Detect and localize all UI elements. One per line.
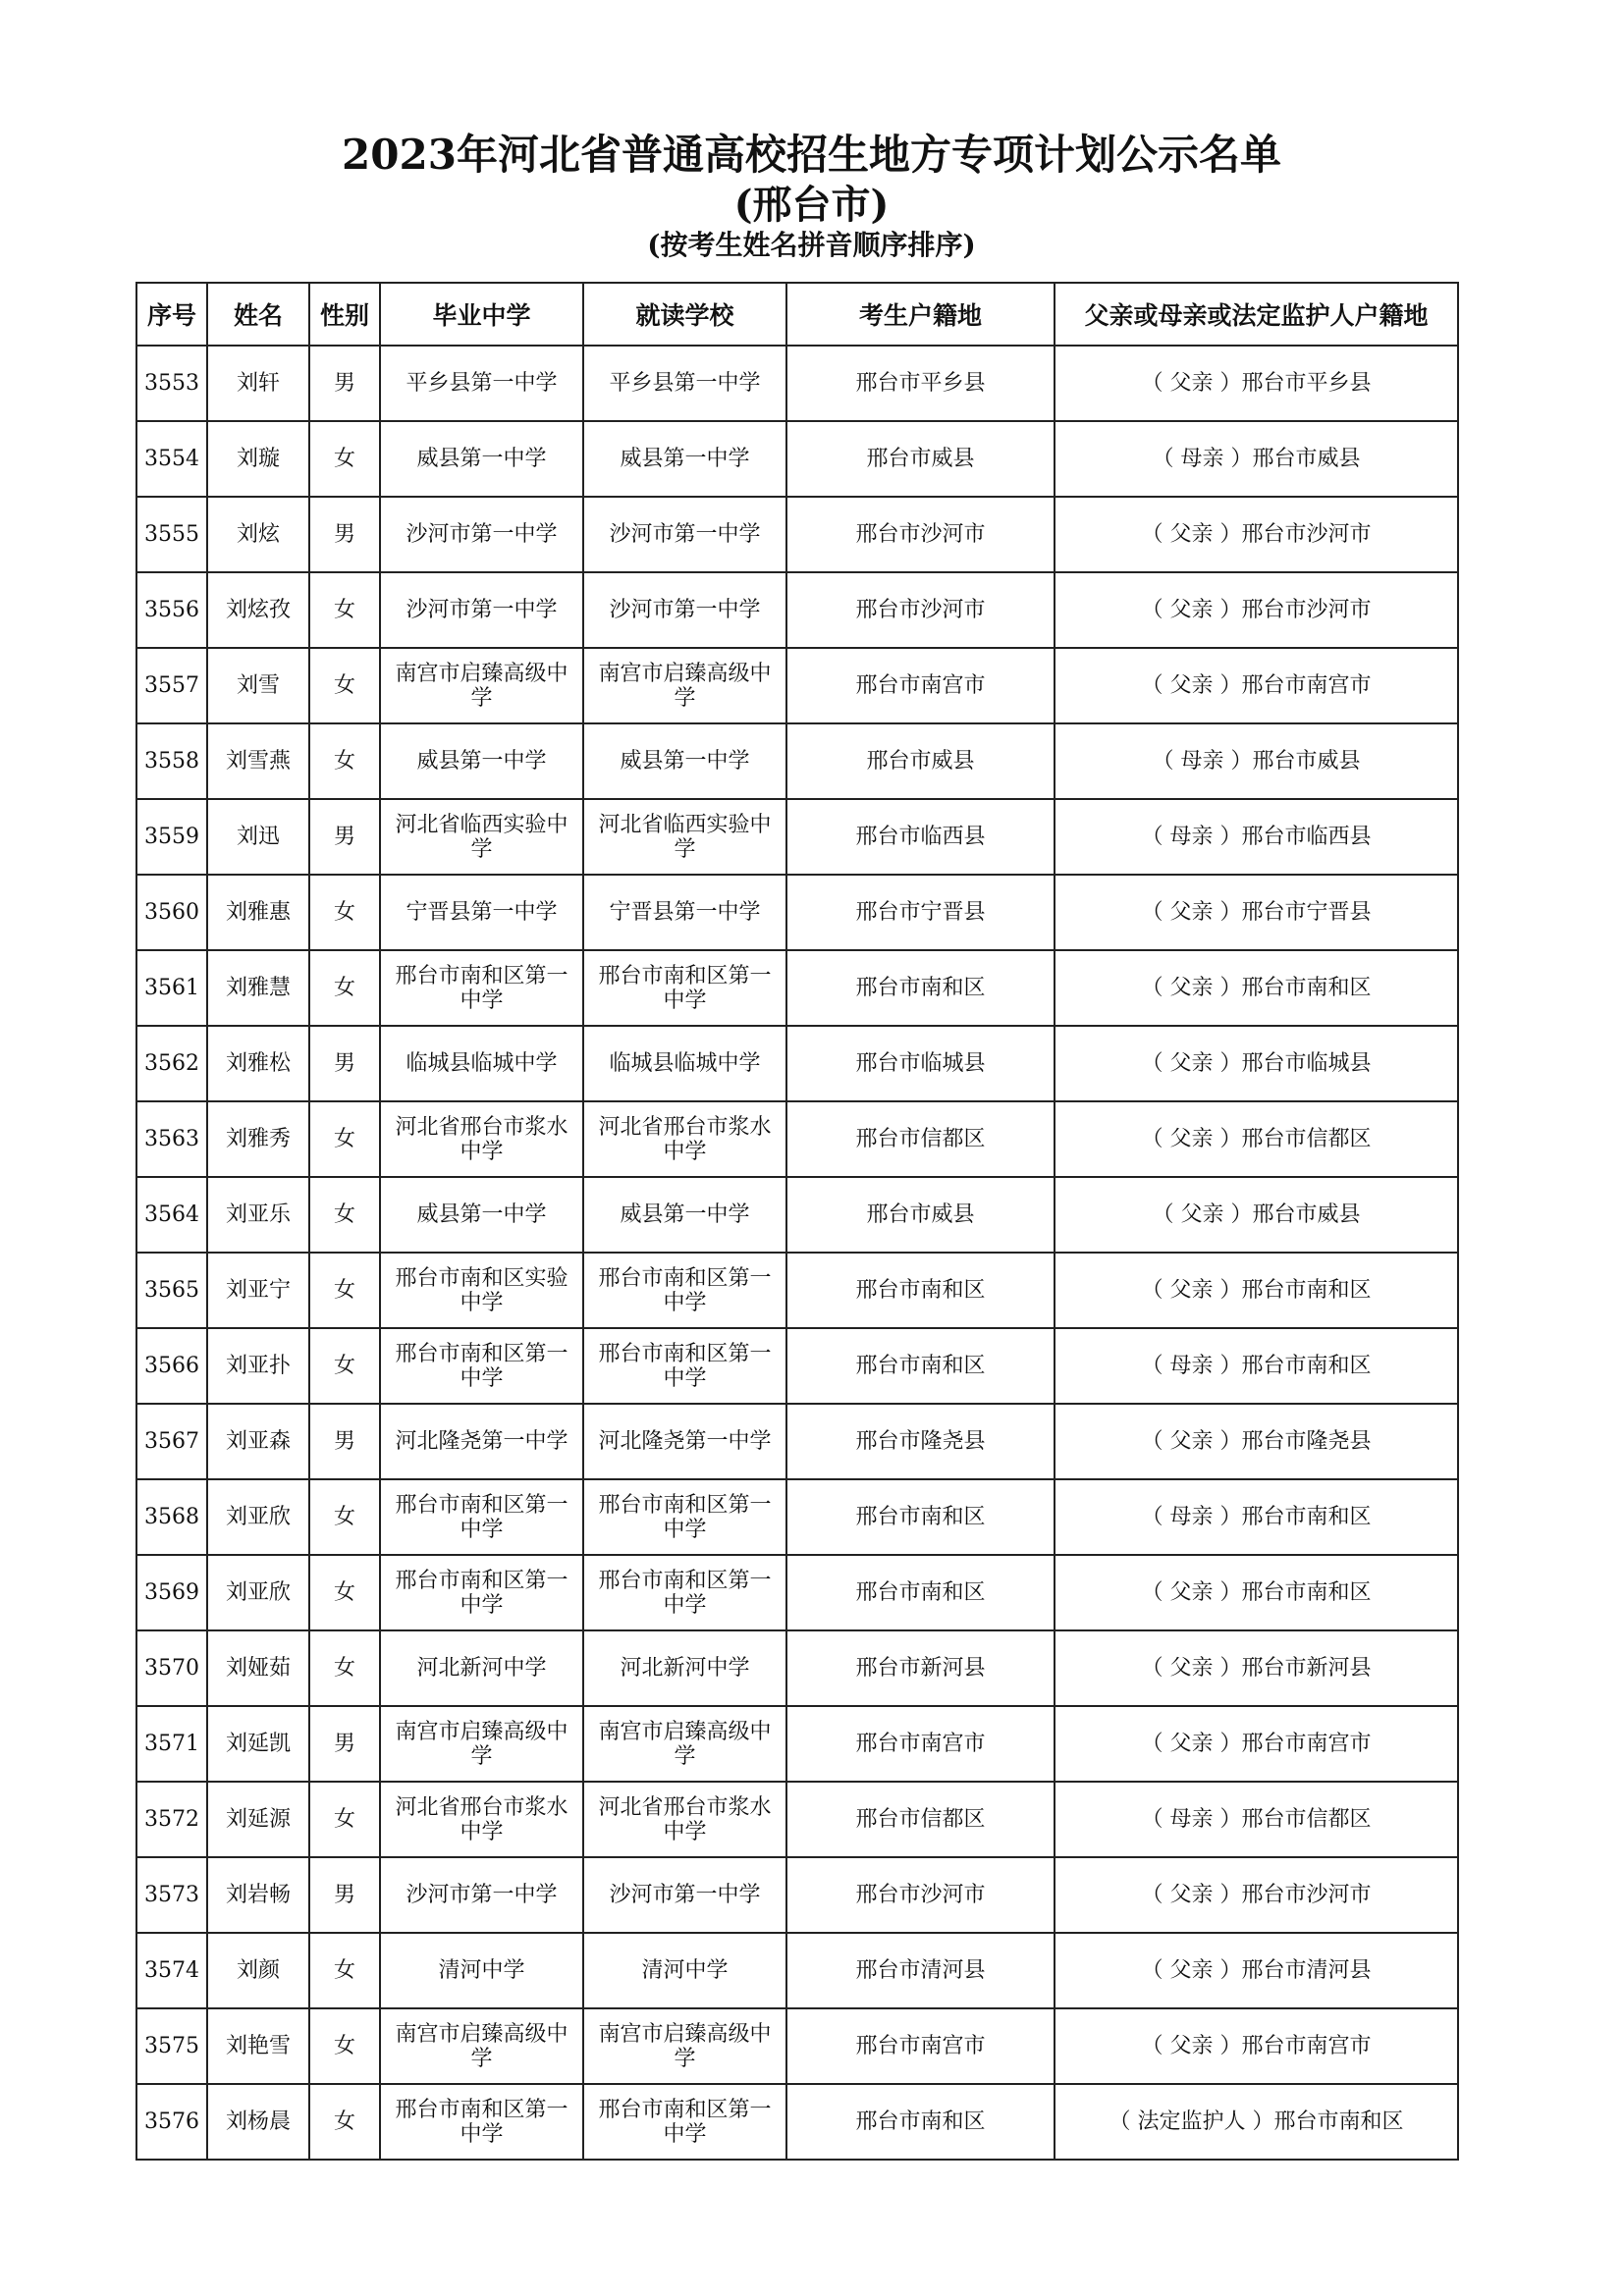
name-cell: 刘延凯 [207,1706,309,1782]
household-cell: 邢台市宁晋县 [786,875,1055,950]
current-school-cell: 沙河市第一中学 [583,1857,786,1933]
gender-cell: 女 [309,950,380,1026]
name-cell: 刘雪燕 [207,723,309,799]
parent-household-cell: （ 父亲 ）邢台市沙河市 [1055,572,1458,648]
current-school-cell: 威县第一中学 [583,421,786,497]
name-cell: 刘炫孜 [207,572,309,648]
current-school-cell: 河北省邢台市浆水中学 [583,1101,786,1177]
household-cell: 邢台市清河县 [786,1933,1055,2008]
seq-cell: 3559 [136,799,207,875]
roster-table [135,282,1459,2161]
seq-cell: 3568 [136,1479,207,1555]
seq-cell: 3573 [136,1857,207,1933]
current-school-cell: 邢台市南和区第一中学 [583,1253,786,1328]
gender-cell: 男 [309,1404,380,1479]
name-cell: 刘雅松 [207,1026,309,1101]
current-school-cell: 威县第一中学 [583,723,786,799]
parent-household-cell: （ 法定监护人 ）邢台市南和区 [1055,2084,1458,2160]
household-cell: 邢台市沙河市 [786,1857,1055,1933]
table-row [136,1555,1458,1630]
header-seq: 序号 [136,283,207,346]
seq-cell: 3554 [136,421,207,497]
table-row [136,1933,1458,2008]
seq-cell: 3556 [136,572,207,648]
current-school-cell: 邢台市南和区第一中学 [583,1555,786,1630]
parent-household-cell: （ 父亲 ）邢台市清河县 [1055,1933,1458,2008]
table-row [136,1630,1458,1706]
gender-cell: 女 [309,1782,380,1857]
parent-household-cell: （ 父亲 ）邢台市沙河市 [1055,1857,1458,1933]
parent-household-cell: （ 父亲 ）邢台市威县 [1055,1177,1458,1253]
seq-cell: 3555 [136,497,207,572]
table-row [136,950,1458,1026]
parent-household-cell: （ 父亲 ）邢台市南和区 [1055,1253,1458,1328]
grad-school-cell: 邢台市南和区实验中学 [380,1253,583,1328]
header-gender: 性别 [309,283,380,346]
current-school-cell: 邢台市南和区第一中学 [583,950,786,1026]
parent-household-cell: （ 父亲 ）邢台市新河县 [1055,1630,1458,1706]
grad-school-cell: 威县第一中学 [380,1177,583,1253]
table-row [136,799,1458,875]
household-cell: 邢台市平乡县 [786,346,1055,421]
grad-school-cell: 河北省邢台市浆水中学 [380,1782,583,1857]
table-row [136,1253,1458,1328]
gender-cell: 女 [309,1630,380,1706]
gender-cell: 女 [309,723,380,799]
name-cell: 刘雅惠 [207,875,309,950]
current-school-cell: 南宫市启臻高级中学 [583,2008,786,2084]
gender-cell: 女 [309,1328,380,1404]
table-row [136,421,1458,497]
parent-household-cell: （ 母亲 ）邢台市威县 [1055,723,1458,799]
header-grad-school: 毕业中学 [380,283,583,346]
seq-cell: 3562 [136,1026,207,1101]
gender-cell: 男 [309,1026,380,1101]
household-cell: 邢台市信都区 [786,1782,1055,1857]
table-body [136,346,1458,2160]
current-school-cell: 南宫市启臻高级中学 [583,1706,786,1782]
grad-school-cell: 威县第一中学 [380,421,583,497]
table-row [136,572,1458,648]
grad-school-cell: 河北新河中学 [380,1630,583,1706]
gender-cell: 男 [309,1857,380,1933]
current-school-cell: 清河中学 [583,1933,786,2008]
parent-household-cell: （ 父亲 ）邢台市临城县 [1055,1026,1458,1101]
gender-cell: 女 [309,421,380,497]
gender-cell: 女 [309,648,380,723]
current-school-cell: 邢台市南和区第一中学 [583,1479,786,1555]
gender-cell: 女 [309,1555,380,1630]
gender-cell: 女 [309,1101,380,1177]
header-name: 姓名 [207,283,309,346]
household-cell: 邢台市南和区 [786,1555,1055,1630]
household-cell: 邢台市沙河市 [786,497,1055,572]
gender-cell: 女 [309,1479,380,1555]
seq-cell: 3563 [136,1101,207,1177]
grad-school-cell: 南宫市启臻高级中学 [380,2008,583,2084]
gender-cell: 女 [309,2084,380,2160]
current-school-cell: 邢台市南和区第一中学 [583,1328,786,1404]
seq-cell: 3567 [136,1404,207,1479]
grad-school-cell: 沙河市第一中学 [380,572,583,648]
document-title: 2023年河北省普通高校招生地方专项计划公示名单 [342,131,1281,179]
seq-cell: 3570 [136,1630,207,1706]
parent-household-cell: （ 母亲 ）邢台市威县 [1055,421,1458,497]
gender-cell: 女 [309,1253,380,1328]
grad-school-cell: 南宫市启臻高级中学 [380,648,583,723]
parent-household-cell: （ 母亲 ）邢台市南和区 [1055,1328,1458,1404]
grad-school-cell: 平乡县第一中学 [380,346,583,421]
seq-cell: 3558 [136,723,207,799]
name-cell: 刘雪 [207,648,309,723]
seq-cell: 3564 [136,1177,207,1253]
gender-cell: 男 [309,1706,380,1782]
grad-school-cell: 邢台市南和区第一中学 [380,2084,583,2160]
name-cell: 刘璇 [207,421,309,497]
parent-household-cell: （ 父亲 ）邢台市宁晋县 [1055,875,1458,950]
parent-household-cell: （ 父亲 ）邢台市沙河市 [1055,497,1458,572]
table-row [136,346,1458,421]
name-cell: 刘亚宁 [207,1253,309,1328]
parent-household-cell: （ 母亲 ）邢台市信都区 [1055,1782,1458,1857]
name-cell: 刘娅茹 [207,1630,309,1706]
table-row [136,2084,1458,2160]
grad-school-cell: 宁晋县第一中学 [380,875,583,950]
name-cell: 刘艳雪 [207,2008,309,2084]
name-cell: 刘亚扑 [207,1328,309,1404]
seq-cell: 3569 [136,1555,207,1630]
household-cell: 邢台市临城县 [786,1026,1055,1101]
name-cell: 刘雅秀 [207,1101,309,1177]
parent-household-cell: （ 父亲 ）邢台市南宫市 [1055,2008,1458,2084]
gender-cell: 女 [309,1933,380,2008]
table-row [136,1328,1458,1404]
seq-cell: 3572 [136,1782,207,1857]
name-cell: 刘杨晨 [207,2084,309,2160]
document-subtitle: (邢台市) [733,182,890,228]
grad-school-cell: 邢台市南和区第一中学 [380,1555,583,1630]
household-cell: 邢台市威县 [786,421,1055,497]
table-row [136,1706,1458,1782]
seq-cell: 3574 [136,1933,207,2008]
grad-school-cell: 河北隆尧第一中学 [380,1404,583,1479]
name-cell: 刘亚森 [207,1404,309,1479]
current-school-cell: 临城县临城中学 [583,1026,786,1101]
table-header-row [136,283,1458,346]
household-cell: 邢台市沙河市 [786,572,1055,648]
parent-household-cell: （ 父亲 ）邢台市南宫市 [1055,648,1458,723]
parent-household-cell: （ 母亲 ）邢台市临西县 [1055,799,1458,875]
name-cell: 刘雅慧 [207,950,309,1026]
household-cell: 邢台市南和区 [786,2084,1055,2160]
seq-cell: 3553 [136,346,207,421]
table-row [136,875,1458,950]
parent-household-cell: （ 父亲 ）邢台市南和区 [1055,950,1458,1026]
table-row [136,497,1458,572]
grad-school-cell: 南宫市启臻高级中学 [380,1706,583,1782]
current-school-cell: 河北省邢台市浆水中学 [583,1782,786,1857]
household-cell: 邢台市威县 [786,1177,1055,1253]
current-school-cell: 南宫市启臻高级中学 [583,648,786,723]
household-cell: 邢台市信都区 [786,1101,1055,1177]
gender-cell: 女 [309,2008,380,2084]
seq-cell: 3565 [136,1253,207,1328]
parent-household-cell: （ 母亲 ）邢台市南和区 [1055,1479,1458,1555]
grad-school-cell: 邢台市南和区第一中学 [380,950,583,1026]
grad-school-cell: 河北省邢台市浆水中学 [380,1101,583,1177]
household-cell: 邢台市隆尧县 [786,1404,1055,1479]
current-school-cell: 宁晋县第一中学 [583,875,786,950]
current-school-cell: 威县第一中学 [583,1177,786,1253]
grad-school-cell: 威县第一中学 [380,723,583,799]
current-school-cell: 沙河市第一中学 [583,572,786,648]
header-household: 考生户籍地 [786,283,1055,346]
current-school-cell: 邢台市南和区第一中学 [583,2084,786,2160]
household-cell: 邢台市南宫市 [786,1706,1055,1782]
seq-cell: 3571 [136,1706,207,1782]
name-cell: 刘亚欣 [207,1479,309,1555]
table-row [136,723,1458,799]
current-school-cell: 河北隆尧第一中学 [583,1404,786,1479]
table-row [136,648,1458,723]
gender-cell: 男 [309,497,380,572]
name-cell: 刘颜 [207,1933,309,2008]
household-cell: 邢台市南和区 [786,1479,1055,1555]
parent-household-cell: （ 父亲 ）邢台市平乡县 [1055,346,1458,421]
household-cell: 邢台市南宫市 [786,648,1055,723]
table-row [136,2008,1458,2084]
seq-cell: 3576 [136,2084,207,2160]
seq-cell: 3566 [136,1328,207,1404]
seq-cell: 3575 [136,2008,207,2084]
household-cell: 邢台市威县 [786,723,1055,799]
gender-cell: 男 [309,799,380,875]
table-row [136,1177,1458,1253]
current-school-cell: 河北省临西实验中学 [583,799,786,875]
header-parent-household: 父亲或母亲或法定监护人户籍地 [1055,283,1458,346]
grad-school-cell: 清河中学 [380,1933,583,2008]
table-row [136,1026,1458,1101]
current-school-cell: 平乡县第一中学 [583,346,786,421]
parent-household-cell: （ 父亲 ）邢台市隆尧县 [1055,1404,1458,1479]
name-cell: 刘亚乐 [207,1177,309,1253]
grad-school-cell: 邢台市南和区第一中学 [380,1328,583,1404]
parent-household-cell: （ 父亲 ）邢台市信都区 [1055,1101,1458,1177]
name-cell: 刘迅 [207,799,309,875]
table-row [136,1479,1458,1555]
seq-cell: 3561 [136,950,207,1026]
table-row [136,1857,1458,1933]
gender-cell: 女 [309,1177,380,1253]
household-cell: 邢台市新河县 [786,1630,1055,1706]
name-cell: 刘亚欣 [207,1555,309,1630]
current-school-cell: 沙河市第一中学 [583,497,786,572]
grad-school-cell: 临城县临城中学 [380,1026,583,1101]
seq-cell: 3557 [136,648,207,723]
seq-cell: 3560 [136,875,207,950]
table-row [136,1101,1458,1177]
sort-note: (按考生姓名拼音顺序排序) [647,229,976,261]
parent-household-cell: （ 父亲 ）邢台市南和区 [1055,1555,1458,1630]
gender-cell: 女 [309,875,380,950]
household-cell: 邢台市临西县 [786,799,1055,875]
household-cell: 邢台市南宫市 [786,2008,1055,2084]
gender-cell: 女 [309,572,380,648]
grad-school-cell: 沙河市第一中学 [380,1857,583,1933]
header-current-school: 就读学校 [583,283,786,346]
household-cell: 邢台市南和区 [786,1328,1055,1404]
current-school-cell: 河北新河中学 [583,1630,786,1706]
gender-cell: 男 [309,346,380,421]
parent-household-cell: （ 父亲 ）邢台市南宫市 [1055,1706,1458,1782]
name-cell: 刘岩畅 [207,1857,309,1933]
grad-school-cell: 河北省临西实验中学 [380,799,583,875]
table-row [136,1782,1458,1857]
name-cell: 刘炫 [207,497,309,572]
household-cell: 邢台市南和区 [786,950,1055,1026]
name-cell: 刘延源 [207,1782,309,1857]
name-cell: 刘轩 [207,346,309,421]
grad-school-cell: 邢台市南和区第一中学 [380,1479,583,1555]
household-cell: 邢台市南和区 [786,1253,1055,1328]
table-row [136,1404,1458,1479]
grad-school-cell: 沙河市第一中学 [380,497,583,572]
